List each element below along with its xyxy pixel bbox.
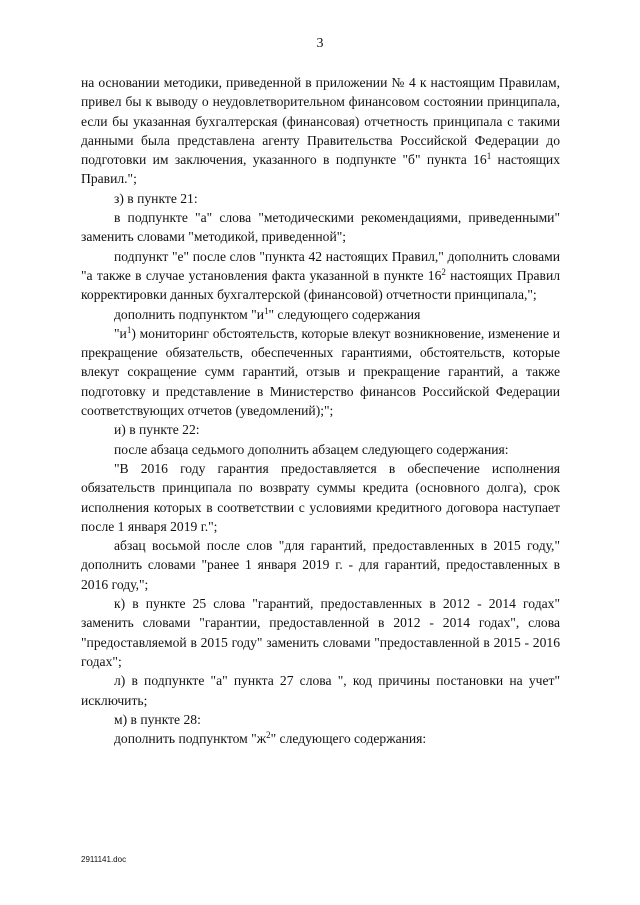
page-number: 3 [316,36,324,51]
superscript: 2 [441,266,446,277]
superscript: 2 [266,730,271,741]
document-body [81,73,560,748]
text-run: в подпункте "а" слова "методическими рекомендациями, приведенными" заменить словами "методикой, приведенной"; [81,210,560,245]
text-run: з) в пункте 21: [114,190,198,206]
file-name-footer: 2911141.doc [81,855,127,864]
paragraph [81,440,560,459]
text-run: абзац восьмой после слов "для гарантий, предоставленных в 2015 году," дополнить словами "ранее 1 января 2019 г. - для гарантий, предоставленных в 2016 году,"; [81,538,560,592]
text-run: настоящих Правил корректировки данных бухгалтерской (финансовой) отчетности принципала,"; [81,267,560,303]
text-run: на основании методики, приведенной в приложении № 4 к настоящим Правилам, привел бы к выводу о неудовлетворительном финансовом состоянии принципала, если бы указанная бухгалтерская (финансовая) отчетность принципала с такими данными была представлена агенту Правительства Российской Федерации до подготовки им заключения, указанного в подпункте "б" пункта 16 [81,75,560,168]
paragraph [81,305,560,324]
text-run: ) мониторинг обстоятельств, которые влекут возникновение, изменение и прекращение обязательств, обеспеченных гарантиями, обстоятельств, которые влекут сокращение сумм гарантий, отзыв и прекращение гарантий, а также подготовку и представление в Министерство финансов Российской Федерации соответствующих отчетов (уведомлений);"; [81,325,560,419]
text-run: " следующего содержания: [270,731,427,747]
paragraph [81,420,560,439]
paragraph [81,459,560,536]
text-run: подпункт "е" после слов "пункта 42 настоящих Правил," дополнить словами "а также в случае установления факта указанной в пункте 16 [81,248,560,283]
text-run: " следующего содержания [268,306,421,322]
paragraph [81,710,560,729]
paragraph [81,247,560,305]
paragraph [81,324,560,420]
superscript: 1 [263,305,269,316]
paragraph [81,189,560,208]
paragraph [81,729,560,748]
superscript: 1 [486,151,492,162]
paragraph [81,594,560,671]
text-run: после абзаца седьмого дополнить абзацем следующего содержания: [114,441,509,457]
text-run: л) в подпункте "а" пункта 27 слова ", код причины постановки на учет" исключить; [81,673,560,708]
text-run: "и [114,325,127,341]
paragraph [81,536,560,594]
text-run: "В 2016 году гарантия предоставляется в обеспечение исполнения обязательств принципала по возврату суммы кредита (основного долга), срок исполнения которых в соответствии с условиями кредитного договора наступает после 1 января 2019 г."; [81,460,560,534]
text-run: дополнить подпунктом "и [114,306,264,322]
superscript: 1 [126,324,132,335]
text-run: дополнить подпунктом "ж [114,731,267,747]
text-run: настоящих Правил."; [81,152,560,187]
text-run: и) в пункте 22: [114,422,200,438]
paragraph [81,208,560,247]
text-run: к) в пункте 25 слова "гарантий, предоставленных в 2012 - 2014 годах" заменить словами "гарантии, предоставленной в 2012 - 2014 годах", слова "предоставляемой в 2015 году" заменить словами "предоставленной в 2015 - 2016 годах"; [81,596,560,669]
text-run: м) в пункте 28: [114,711,201,727]
paragraph [81,671,560,710]
paragraph [81,73,560,189]
